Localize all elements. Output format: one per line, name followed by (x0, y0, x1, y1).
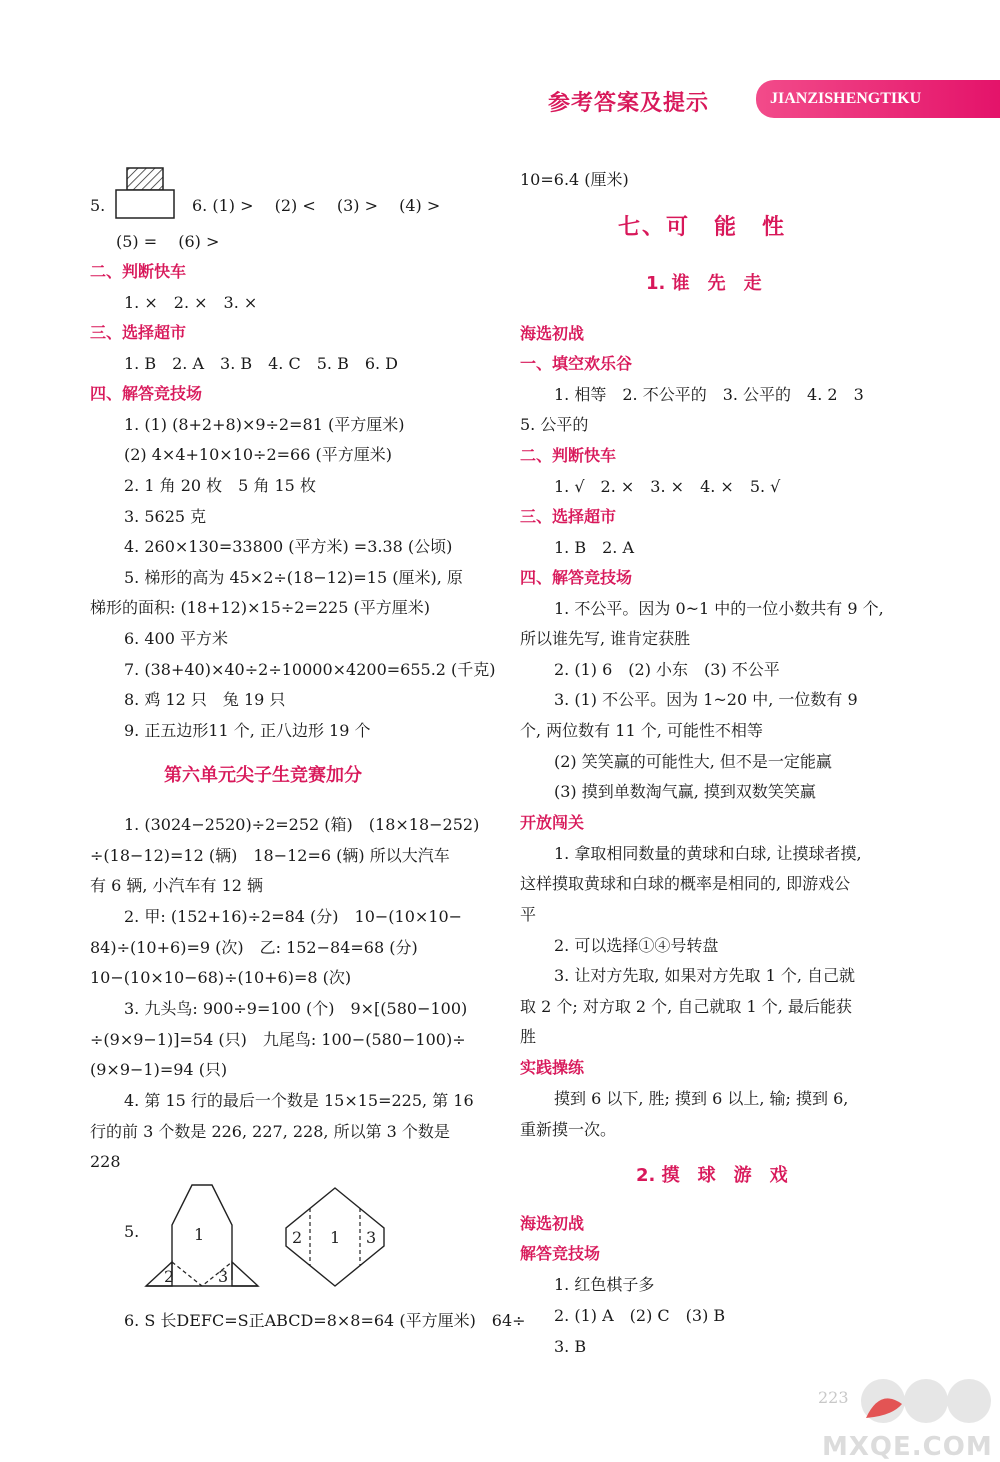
header-title: 参考答案及提示 (548, 91, 710, 116)
open-line: 这样摸取黄球和白球的概率是相同的, 即游戏公 (520, 874, 851, 893)
open-line: 3. 让对方先取, 如果对方先取 1 个, 自己就 (554, 966, 856, 985)
solve-line-r: 3. (1) 不公平。因为 1~20 中, 一位数有 9 (554, 690, 858, 709)
open-line: 取 2 个; 对方取 2 个, 自己就取 1 个, 最后能获 (520, 997, 852, 1016)
q5-label: 5. (90, 196, 106, 215)
fig-label: 2 (164, 1267, 175, 1286)
lesson1-title: 1. 谁 先 走 (646, 273, 762, 294)
lesson1-round: 海选初战 (520, 324, 585, 343)
unit6-line: 1. (3024−2520)÷2=252 (箱) (18×18−252) (124, 815, 480, 834)
diamond-figure (280, 1186, 390, 1290)
solve-line: 梯形的面积: (18+12)×15÷2=225 (平方厘米) (90, 598, 430, 617)
fill-answers: 1. 相等 2. 不公平的 3. 公平的 4. 2 3 (554, 385, 864, 404)
page-number: 223 (818, 1388, 849, 1407)
solve-line-r: (2) 笑笑赢的可能性大, 但不是一定能赢 (554, 752, 832, 771)
open-line: 平 (520, 905, 537, 924)
choice-answers-r: 1. B 2. A (554, 538, 635, 557)
solve-line-r: 个, 两位数有 11 个, 可能性不相等 (520, 721, 763, 740)
lesson2-title: 2. 摸 球 游 戏 (636, 1165, 788, 1186)
chapter-title: 七、可 能 性 (618, 215, 787, 240)
unit6-line: 行的前 3 个数是 226, 227, 228, 所以第 3 个数是 (90, 1122, 450, 1141)
solve-line-r: 所以谁先写, 谁肯定获胜 (520, 629, 691, 648)
fig-label: 2 (292, 1228, 303, 1247)
unit6-line: 有 6 辆, 小汽车有 12 辆 (90, 876, 264, 895)
rectangle-figure (114, 166, 178, 222)
solve-line-r: 2. (1) 6 (2) 小东 (3) 不公平 (554, 660, 780, 679)
solve-line-r: 1. 不公平。因为 0~1 中的一位小数共有 9 个, (554, 599, 884, 618)
solve-line: 2. 1 角 20 枚 5 角 15 枚 (124, 476, 316, 495)
solve-line: (2) 4×4+10×10÷2=66 (平方厘米) (124, 445, 392, 464)
solve-line: 3. 5625 克 (124, 507, 207, 526)
unit6-line: ÷(9×9−1)]=54 (只) 九尾鸟: 100−(580−100)÷ (90, 1030, 466, 1049)
header-tab: JIANZISHENGTIKU (756, 80, 1000, 118)
l2-line: 3. B (554, 1337, 587, 1356)
lesson2-round: 海选初战 (520, 1214, 585, 1233)
q6-line1: 6. (1) > (2) < (3) > (4) > (192, 196, 441, 215)
fig-label: 1 (194, 1225, 205, 1244)
solve-line: 5. 梯形的高为 45×2÷(18−12)=15 (厘米), 原 (124, 568, 463, 587)
section-open: 开放闯关 (520, 813, 585, 832)
unit6-line: (9×9−1)=94 (只) (90, 1060, 228, 1079)
q5b-label: 5. (124, 1222, 140, 1241)
practice-line: 摸到 6 以下, 胜; 摸到 6 以上, 输; 摸到 6, (554, 1089, 849, 1108)
fill-answers-2: 5. 公平的 (520, 415, 589, 434)
fig-label: 3 (218, 1267, 229, 1286)
section-choice: 三、选择超市 (90, 323, 187, 342)
unit6-line: 2. 甲: (152+16)÷2=84 (分) 10−(10×10− (124, 907, 463, 926)
section-solve-r: 四、解答竞技场 (520, 568, 633, 587)
unit6-line: 10−(10×10−68)÷(10+6)=8 (次) (90, 968, 352, 987)
solve-line: 1. (1) (8+2+8)×9÷2=81 (平方厘米) (124, 415, 405, 434)
unit6-line: 228 (90, 1152, 121, 1171)
open-line: 胜 (520, 1027, 537, 1046)
practice-line: 重新摸一次。 (520, 1120, 617, 1139)
q6b-line: 6. S 长DEFC=S正ABCD=8×8=64 (平方厘米) 64÷ (124, 1311, 526, 1330)
open-line: 2. 可以选择①④号转盘 (554, 936, 719, 955)
judge-answers-r: 1. √ 2. × 3. × 4. × 5. √ (554, 477, 781, 496)
solve-line-r: (3) 摸到单数淘气赢, 摸到双数笑笑赢 (554, 782, 816, 801)
section-solve-l2: 解答竞技场 (520, 1244, 601, 1263)
watermark-text: MXQE.COM (822, 1432, 993, 1462)
solve-line: 8. 鸡 12 只 兔 19 只 (124, 690, 286, 709)
unit6-line: 3. 九头鸟: 900÷9=100 (个) 9×[(580−100) (124, 999, 468, 1018)
unit6-title: 第六单元尖子生竞赛加分 (164, 765, 362, 786)
solve-line: 7. (38+40)×40÷2÷10000×4200=655.2 (千克) (124, 660, 496, 679)
section-choice-r: 三、选择超市 (520, 507, 617, 526)
red-marker (862, 1384, 908, 1424)
solve-line: 9. 正五边形11 个, 正八边形 19 个 (124, 721, 371, 740)
open-line: 1. 拿取相同数量的黄球和白球, 让摸球者摸, (554, 844, 862, 863)
solve-line: 6. 400 平方米 (124, 629, 228, 648)
section-practice: 实践操练 (520, 1058, 585, 1077)
judge-answers: 1. × 2. × 3. × (124, 293, 258, 312)
continuation: 10=6.4 (厘米) (520, 170, 629, 189)
unit6-line: 4. 第 15 行的最后一个数是 15×15=225, 第 16 (124, 1091, 474, 1110)
section-fill: 一、填空欢乐谷 (520, 354, 633, 373)
unit6-line: 84)÷(10+6)=9 (次) 乙: 152−84=68 (分) (90, 938, 418, 957)
section-judge: 二、判断快车 (90, 262, 187, 281)
unit6-line: ÷(18−12)=12 (辆) 18−12=6 (辆) 所以大汽车 (90, 846, 450, 865)
solve-line: 4. 260×130=33800 (平方米) =3.38 (公顷) (124, 537, 453, 556)
fig-label: 1 (330, 1228, 341, 1247)
section-judge-r: 二、判断快车 (520, 446, 617, 465)
l2-line: 1. 红色棋子多 (554, 1275, 655, 1294)
l2-line: 2. (1) A (2) C (3) B (554, 1306, 726, 1325)
fig-label: 3 (366, 1228, 377, 1247)
house-figure (144, 1180, 266, 1292)
choice-answers: 1. B 2. A 3. B 4. C 5. B 6. D (124, 354, 399, 373)
section-solve: 四、解答竞技场 (90, 384, 203, 403)
q6-line2: (5) = (6) > (116, 232, 220, 251)
